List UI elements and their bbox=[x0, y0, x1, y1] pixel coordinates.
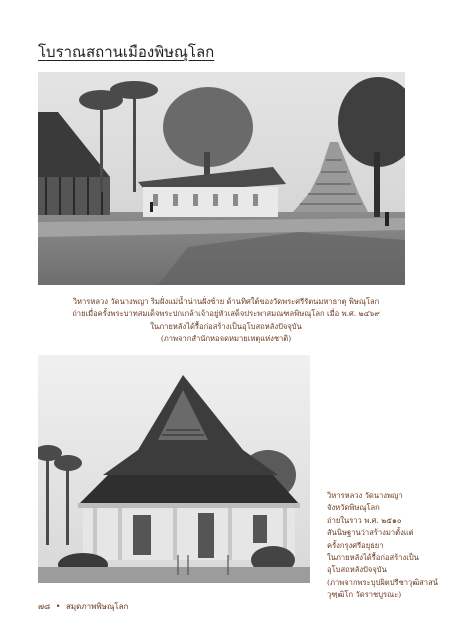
caption-line: ครั้งกรุงศรีอยุธยา bbox=[327, 540, 384, 550]
page-number: ๗๘ bbox=[38, 602, 51, 611]
caption-line: วิหารหลวง วัดนางพญา ริมฝั่งแม่น้ำน่านฝั่งซ้าย ด้านทิศใต้ของวัดพระศรีรัตนมหาธาตุ พิษณุโลก bbox=[72, 297, 380, 306]
page-footer bbox=[38, 600, 128, 613]
caption-line: ในภายหลังได้รื้อก่อสร้างเป็น bbox=[327, 553, 419, 563]
bottom-photo-caption bbox=[327, 490, 439, 602]
temple-grounds-photo bbox=[38, 72, 405, 285]
caption-line: จังหวัดพิษณุโลก bbox=[327, 503, 380, 513]
caption-line: ถ่ายเมื่อครั้งพระบาทสมเด็จพระปกเกล้าเจ้าอยู่หัวเสด็จประพาสมณฑลพิษณุโลก เมื่อ พ.ศ. ๒๔๖๙ bbox=[72, 309, 380, 319]
footer-separator: • bbox=[55, 602, 61, 611]
caption-line: ถ่ายในราว พ.ศ. ๒๕๑๐ bbox=[327, 515, 402, 525]
caption-line: วุฑฺฒิโก วัดราชบูรณะ) bbox=[327, 590, 402, 600]
caption-line: ในภายหลังได้รื้อก่อสร้างเป็นอุโบสถหลังปัจจุบัน bbox=[150, 321, 302, 331]
book-title: สมุดภาพพิษณุโลก bbox=[66, 602, 129, 611]
vihara-photo bbox=[38, 355, 310, 583]
caption-line: วิหารหลวง วัดนางพญา bbox=[327, 491, 403, 500]
caption-line: (ภาพจากสำนักหอจดหมายเหตุแห่งชาติ) bbox=[160, 334, 292, 344]
caption-line: สันนิษฐานว่าสร้างมาตั้งแต่ bbox=[327, 528, 414, 538]
caption-line: (ภาพจากพระบุปผิตปรีชาวุฒิสาสน์ bbox=[327, 577, 438, 587]
top-photo-caption bbox=[60, 296, 392, 346]
page-title: โบราณสถานเมืองพิษณุโลก bbox=[38, 43, 215, 61]
caption-line: อุโบสถหลังปัจจุบัน bbox=[327, 565, 387, 575]
